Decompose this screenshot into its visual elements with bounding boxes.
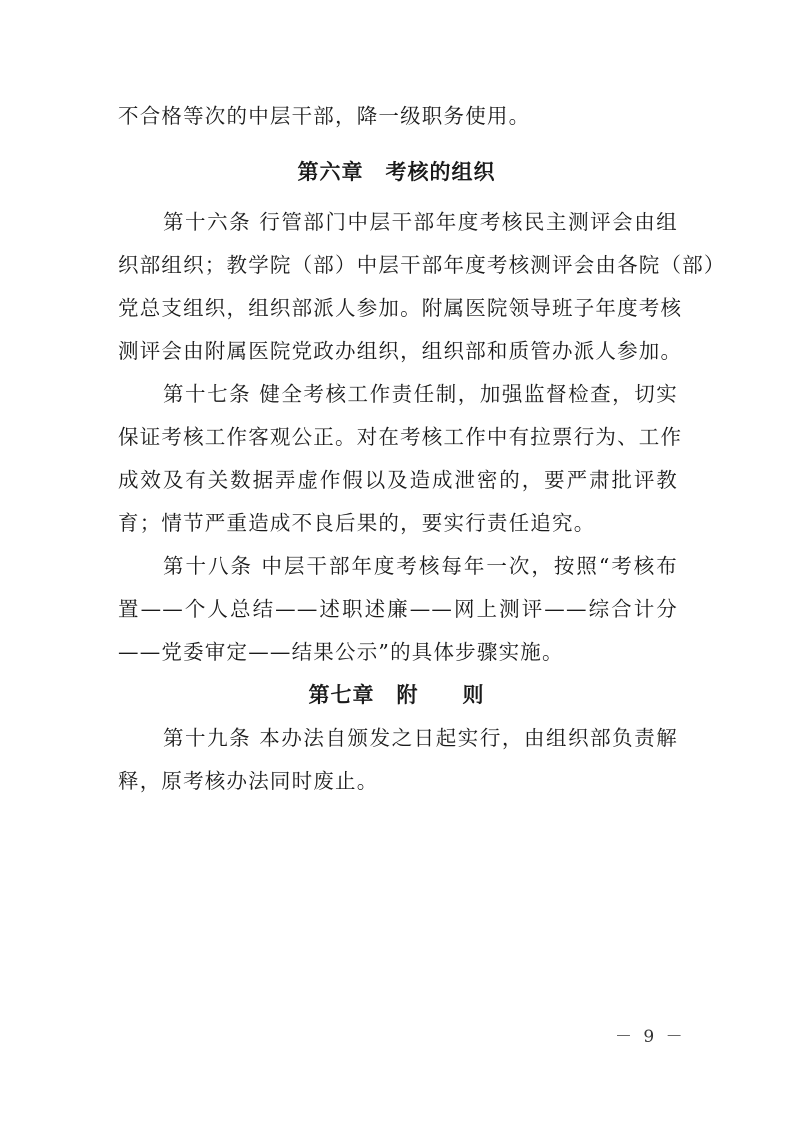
article-17-line-2: 保证考核工作客观公正。对在考核工作中有拉票行为、工作 xyxy=(118,425,683,449)
article-17-line-1: 第十七条 健全考核工作责任制，加强监督检查，切实 xyxy=(163,382,678,406)
article-16-line-4: 测评会由附属医院党政办组织，组织部和质管办派人参加。 xyxy=(118,339,683,363)
paragraph-line: 不合格等次的中层干部，降一级职务使用。 xyxy=(118,104,531,128)
chapter-heading: 第七章 附 则 xyxy=(308,683,485,707)
article-16-line-3: 党总支组织，组织部派人参加。附属医院领导班子年度考核 xyxy=(118,296,683,320)
article-17-line-4: 育；情节严重造成不良后果的，要实行责任追究。 xyxy=(118,511,596,535)
page-number: － 9 － xyxy=(615,1027,686,1047)
article-17-line-3: 成效及有关数据弄虚作假以及造成泄密的，要严肃批评教 xyxy=(118,468,678,492)
article-18-line-2: 置——个人总结——述职述廉——网上测评——综合计分 xyxy=(118,597,678,621)
article-16-line-2: 织部组织；教学院（部）中层干部年度考核测评会由各院（部） xyxy=(118,253,726,277)
article-18-line-3: ——党委审定——结果公示”的具体步骤实施。 xyxy=(118,640,564,664)
chapter-heading: 第六章 考核的组织 xyxy=(297,160,496,184)
article-19-line-2: 释，原考核办法同时废止。 xyxy=(118,769,379,793)
article-19-line-1: 第十九条 本办法自颁发之日起实行，由组织部负责解 xyxy=(163,726,678,750)
article-18-line-1: 第十八条 中层干部年度考核每年一次，按照“考核布 xyxy=(163,554,678,578)
article-16-line-1: 第十六条 行管部门中层干部年度考核民主测评会由组 xyxy=(163,210,678,234)
